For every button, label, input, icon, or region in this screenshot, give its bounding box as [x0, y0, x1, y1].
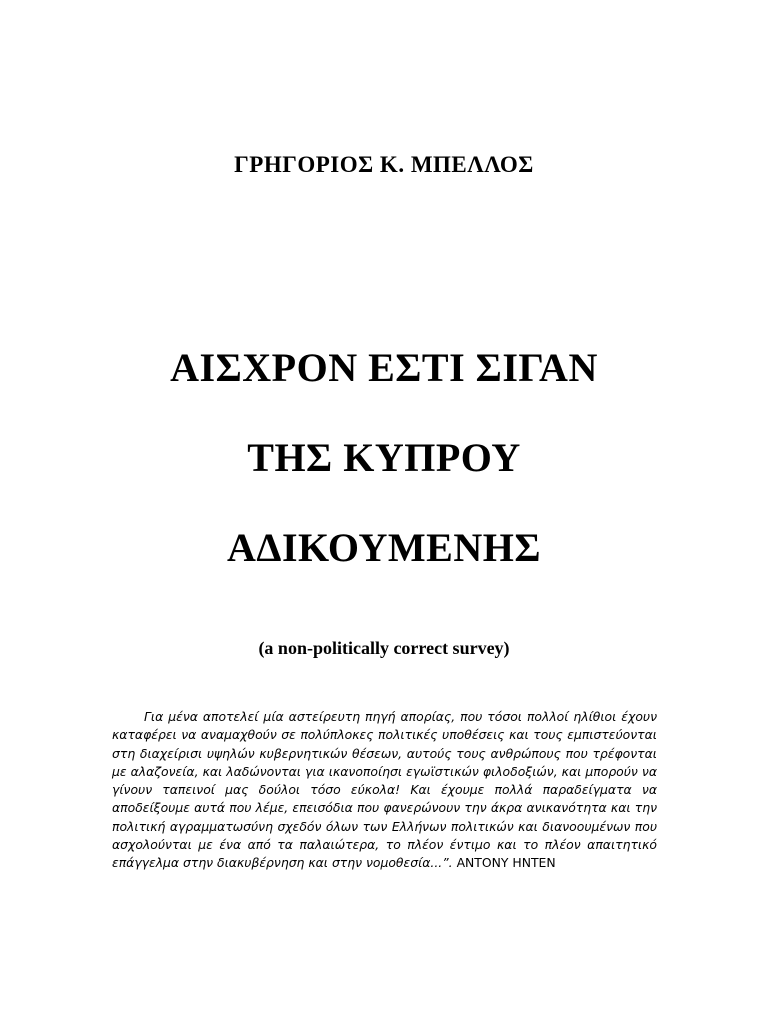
epigraph-attribution: ΑΝΤΟΝΥ ΗΝΤΕΝ	[456, 855, 556, 871]
epigraph-text: Για μένα αποτελεί μία αστείρευτη πηγή απορίας, που τόσοι πολλοί ηλίθιοι έχουν καταφέρει να αναμαχθούν σε πολύπλοκες πολιτικές υποθέσεις και τους εμπιστεύονται στη διαχείρισι υψηλών κυβερνητικών θέσεων, αυτούς τους ανθρώπους που τρέφονται με αλαζονεία, και λαδώνονται για ικανοποίησι εγωϊστικών φιλοδοξιών, και μπορούν να γίνουν ταπεινοί μας δούλοι τόσο εύκολα! Και έχουμε πολλά παραδείγματα να αποδείξουμε αυτά που λέμε, επεισόδια που φανερώνουν την άκρα ανικανότητα και την πολιτική αγραμματωσύνη σχεδόν όλων των Ελλήνων πολιτικών και διανοουμένων που ασχολούνται με ένα από τα παλαιώτερα, το πλέον έντιμο και το πλέον απαιτητικό επάγγελμα στην διακυβέρνηση και στην νομοθεσία...”.	[112, 709, 657, 871]
title-line-2: ΤΗΣ ΚΥΠΡΟΥ	[247, 435, 521, 480]
title-line-1: ΑΙΣΧΡΟΝ ΕΣΤΙ ΣΙΓΑΝ	[170, 345, 598, 390]
author-name: ΓΡΗΓΟΡΙΟΣ Κ. ΜΠΕΛΛΟΣ	[234, 152, 534, 177]
epigraph-quote	[112, 708, 657, 873]
title-line-3: ΑΔΙΚΟΥΜΕΝΗΣ	[227, 525, 541, 570]
subtitle: (a non-politically correct survey)	[258, 638, 510, 658]
